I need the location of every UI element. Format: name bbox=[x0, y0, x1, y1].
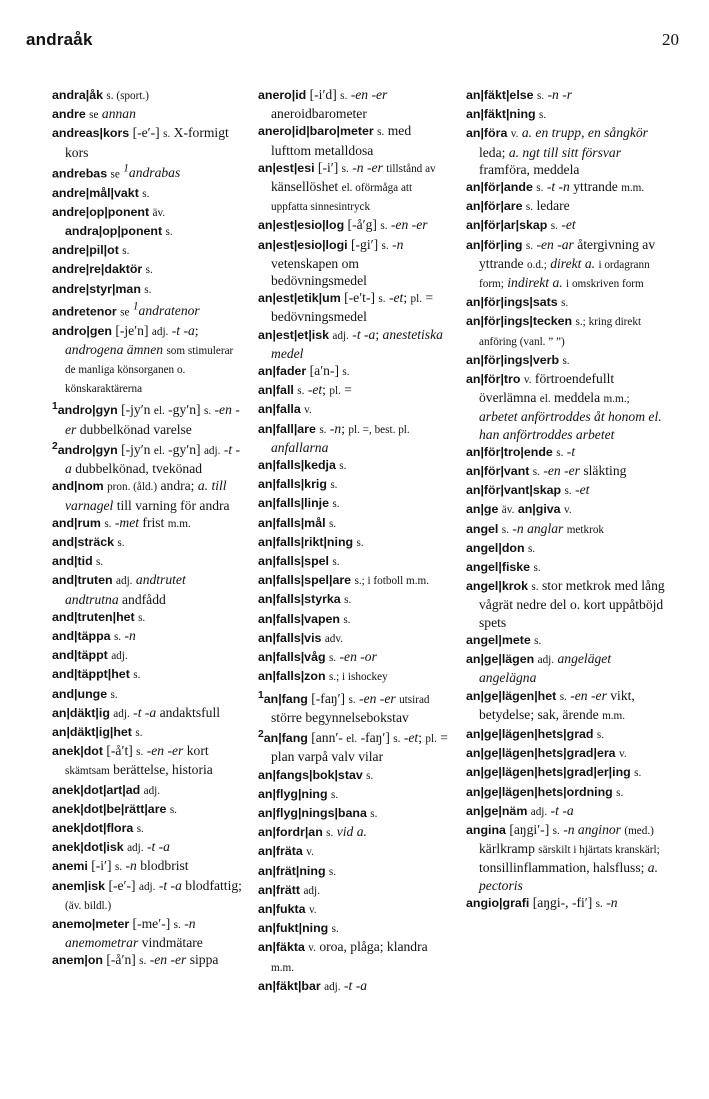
dictionary-entry: andrebas se $^1$andrabas bbox=[52, 162, 181, 181]
dictionary-entry: and|täppa s. -n bbox=[52, 628, 136, 643]
dictionary-entry: an|ge|lägen adj. angeläget angelägna bbox=[466, 651, 612, 686]
dictionary-entry: and|täppt|het s. bbox=[52, 667, 141, 682]
dictionary-entry: and|rum s. -met frist m.m. bbox=[52, 514, 191, 530]
dictionary-entry: an|flyg|ning s. bbox=[258, 786, 339, 801]
dictionary-entry: an|falls|styrka s. bbox=[258, 592, 352, 607]
dictionary-entry: and|sträck s. bbox=[52, 534, 125, 549]
dictionary-entry: an|falls|kedja s. bbox=[258, 458, 347, 473]
dictionary-entry: angel|don s. bbox=[466, 540, 536, 555]
dictionary-entry: an|frätt adj. bbox=[258, 882, 320, 897]
dictionary-entry: angel|krok s. stor metkrok med lång vågrät nedre del o. kort uppåtböjd spets bbox=[466, 578, 665, 630]
dictionary-entry: an|för|tro v. förtroendefullt överlämna el. meddela m.m.; arbetet anförtroddes åt honom el. han anförtroddes arbetet bbox=[466, 371, 662, 442]
dictionary-entry: angel s. -n anglar metkrok bbox=[466, 520, 605, 536]
dictionary-entry: angio|grafi [aŋgi-, -fi′] s. -n bbox=[466, 894, 618, 910]
dictionary-entry: an|falls|våg s. -en -or bbox=[258, 649, 377, 665]
dictionary-entry: and|täppt adj. bbox=[52, 648, 128, 663]
dictionary-entry: an|fordr|an s. vid a. bbox=[258, 824, 367, 840]
page-number: 20 bbox=[662, 30, 679, 49]
dictionary-entry: anero|id|baro|meter s. med lufttom metalldosa bbox=[258, 123, 412, 158]
page-header bbox=[26, 30, 679, 54]
dictionary-entry: an|ge|lägen|hets|grad|era v. bbox=[466, 746, 627, 761]
dictionary-entry: an|frät|ning s. bbox=[258, 863, 337, 878]
dictionary-entry: and|truten adj. andtrutet andtrutna andfådd bbox=[52, 572, 186, 607]
dictionary-entry: an|för|ing s. -en -ar återgivning av yttrande o.d.; direkt a. i ordagrann form; indirekt a. i omskriven form bbox=[466, 236, 656, 291]
dictionary-entry: and|tid s. bbox=[52, 554, 104, 569]
dictionary-entry: andra|åk s. (sport.) bbox=[52, 88, 149, 102]
dictionary-entry: andre|mål|vakt s. bbox=[52, 185, 150, 200]
dictionary-entry: an|falls|vis adv. bbox=[258, 630, 344, 645]
guide-word: andraåk bbox=[26, 30, 93, 49]
dictionary-entry: an|ge|lägen|hets|grad s. bbox=[466, 726, 605, 741]
dictionary-column-2 bbox=[258, 86, 448, 996]
dictionary-entry: an|falls|vapen s. bbox=[258, 611, 351, 626]
dictionary-entry: and|truten|het s. bbox=[52, 609, 146, 624]
dictionary-entry: an|falls|spel|are s.; i fotboll m.m. bbox=[258, 573, 430, 588]
dictionary-entry: an|falla v. bbox=[258, 402, 312, 417]
dictionary-entry: $^1$an|fang [-faŋ′] s. -en -er utsirad större begynnelsebokstav bbox=[258, 689, 430, 725]
dictionary-entry: an|för|ande s. -t -n yttrande m.m. bbox=[466, 179, 645, 195]
dictionary-entry: anero|id [-i′d] s. -en -er aneroidbarometer bbox=[258, 87, 388, 122]
dictionary-entry: andre se annan bbox=[52, 106, 136, 122]
dictionary-entry: an|fäkta v. oroa, plåga; klandra m.m. bbox=[258, 939, 428, 974]
dictionary-entry: an|falls|linje s. bbox=[258, 496, 340, 511]
dictionary-entry: an|fräta v. bbox=[258, 844, 314, 859]
dictionary-column-3 bbox=[466, 86, 666, 913]
dictionary-entry: an|ge|lägen|hets|ordning s. bbox=[466, 784, 624, 799]
dictionary-entry: and|unge s. bbox=[52, 686, 118, 701]
dictionary-entry: anek|dot|art|ad adj. bbox=[52, 782, 161, 797]
dictionary-entry: an|fäkt|ning s. bbox=[466, 107, 547, 122]
dictionary-entry: andre|re|daktör s. bbox=[52, 262, 153, 277]
dictionary-entry: anek|dot|be|rätt|are s. bbox=[52, 801, 177, 816]
dictionary-entry: andre|styr|man s. bbox=[52, 281, 152, 296]
dictionary-entry: an|ge äv. an|giva v. bbox=[466, 502, 572, 517]
dictionary-entry: an|est|etik|um [-e′t-] s. -et; pl. = bedövningsmedel bbox=[258, 290, 434, 325]
dictionary-entry: an|falls|zon s.; i ishockey bbox=[258, 669, 388, 684]
dictionary-entry: an|föra v. a. en trupp, en sångkör leda; a. ngt till sitt försvar framföra, meddela bbox=[466, 125, 648, 177]
dictionary-entry: andre|op|ponent äv. andra|op|ponent s. bbox=[52, 204, 173, 238]
dictionary-entry: an|för|vant|skap s. -et bbox=[466, 482, 590, 498]
dictionary-entry: angel|mete s. bbox=[466, 632, 542, 647]
dictionary-entry: an|däkt|ig|het s. bbox=[52, 725, 143, 740]
dictionary-entry: andretenor se $^1$andratenor bbox=[52, 300, 200, 319]
dictionary-entry: an|fall|are s. -n; pl. =, best. pl. anfallarna bbox=[258, 420, 410, 455]
dictionary-entry: an|falls|mål s. bbox=[258, 515, 337, 530]
dictionary-entry: an|ge|lägen|hets|grad|er|ing s. bbox=[466, 765, 642, 780]
dictionary-entry: anek|dot|isk adj. -t -a bbox=[52, 839, 170, 855]
dictionary-entry: anek|dot [-å′t] s. -en -er kort skämtsam berättelse, historia bbox=[52, 743, 213, 778]
dictionary-entry: anek|dot|flora s. bbox=[52, 821, 144, 836]
dictionary-entry: an|för|vant s. -en -er släkting bbox=[466, 463, 627, 479]
dictionary-entry: angina [aŋgi′-] s. -n anginor (med.) kärlkramp särskilt i hjärtats kranskärl; tonsillinflammation, halsfluss; a. pectoris bbox=[466, 821, 660, 893]
dictionary-entry: an|est|esi [-i′] s. -n -er tillstånd av känsellöshet el. oförmåga att uppfatta sinnesintryck bbox=[258, 159, 436, 214]
dictionary-entry: an|ge|lägen|het s. -en -er vikt, betydelse; sak, ärende m.m. bbox=[466, 687, 635, 722]
dictionary-entry: an|för|tro|ende s. -t bbox=[466, 443, 576, 459]
dictionary-entry: an|fäkt|bar adj. -t -a bbox=[258, 977, 368, 993]
dictionary-entry: angel|fiske s. bbox=[466, 560, 541, 575]
dictionary-entry: an|est|esio|logi [-gi′] s. -n vetenskapen om bedövningsmedel bbox=[258, 236, 404, 289]
dictionary-entry: andreas|kors [-e′-] s. X-formigt kors bbox=[52, 125, 229, 160]
dictionary-entry: and|nom pron. (åld.) andra; a. till varnagel till varning för andra bbox=[52, 478, 230, 513]
dictionary-entry: andro|gen [-je′n] adj. -t -a; androgena ämnen som stimulerar de manliga könsorganen o. könskaraktärerna bbox=[52, 322, 234, 396]
dictionary-entry: an|falls|spel s. bbox=[258, 554, 340, 569]
dictionary-entry: an|flyg|nings|bana s. bbox=[258, 805, 378, 820]
dictionary-entry: an|däkt|ig adj. -t -a andaktsfull bbox=[52, 704, 221, 720]
dictionary-entry: an|est|et|isk adj. -t -a; anestetiska medel bbox=[258, 326, 443, 361]
dictionary-entry: an|fukt|ning s. bbox=[258, 921, 339, 936]
dictionary-entry: an|fall s. -et; pl. = bbox=[258, 382, 352, 398]
dictionary-entry: an|fader [a′n-] s. bbox=[258, 363, 350, 379]
dictionary-entry: an|för|are s. ledare bbox=[466, 198, 570, 214]
dictionary-entry: andre|pil|ot s. bbox=[52, 243, 130, 258]
dictionary-entry: anemo|meter [-me′-] s. -n anemometrar vindmätare bbox=[52, 916, 203, 951]
dictionary-entry: $^2$an|fang [ann′- el. -faŋ′] s. -et; pl. = plan varpå valv vilar bbox=[258, 729, 448, 765]
dictionary-entry: anem|on [-å′n] s. -en -er sippa bbox=[52, 952, 219, 968]
dictionary-entry: $^2$andro|gyn [-jy′n el. -gy′n] adj. -t -a dubbelkönad, tvekönad bbox=[52, 440, 241, 477]
dictionary-entry: an|ge|näm adj. -t -a bbox=[466, 802, 574, 818]
dictionary-entry: an|fäkt|else s. -n -r bbox=[466, 87, 573, 102]
dictionary-entry: anemi [-i′] s. -n blodbrist bbox=[52, 858, 189, 874]
dictionary-entry: anem|isk [-e′-] adj. -t -a blodfattig; (äv. bildl.) bbox=[52, 877, 242, 912]
dictionary-entry: an|fangs|bok|stav s. bbox=[258, 767, 374, 782]
dictionary-entry: an|för|ar|skap s. -et bbox=[466, 217, 576, 233]
dictionary-entry: an|falls|krig s. bbox=[258, 477, 338, 492]
dictionary-entry: an|est|esio|log [-å′g] s. -en -er bbox=[258, 217, 428, 233]
dictionary-column-1 bbox=[52, 86, 242, 971]
dictionary-entry: an|fukta v. bbox=[258, 901, 317, 916]
dictionary-entry: $^1$andro|gyn [-jy′n el. -gy′n] s. -en -er dubbelkönad varelse bbox=[52, 401, 240, 437]
dictionary-entry: an|för|ings|tecken s.; kring direkt anföring (vanl. ” ”) bbox=[466, 314, 642, 348]
dictionary-entry: an|för|ings|sats s. bbox=[466, 295, 569, 310]
dictionary-entry: an|falls|rikt|ning s. bbox=[258, 534, 364, 549]
dictionary-entry: an|för|ings|verb s. bbox=[466, 352, 570, 367]
